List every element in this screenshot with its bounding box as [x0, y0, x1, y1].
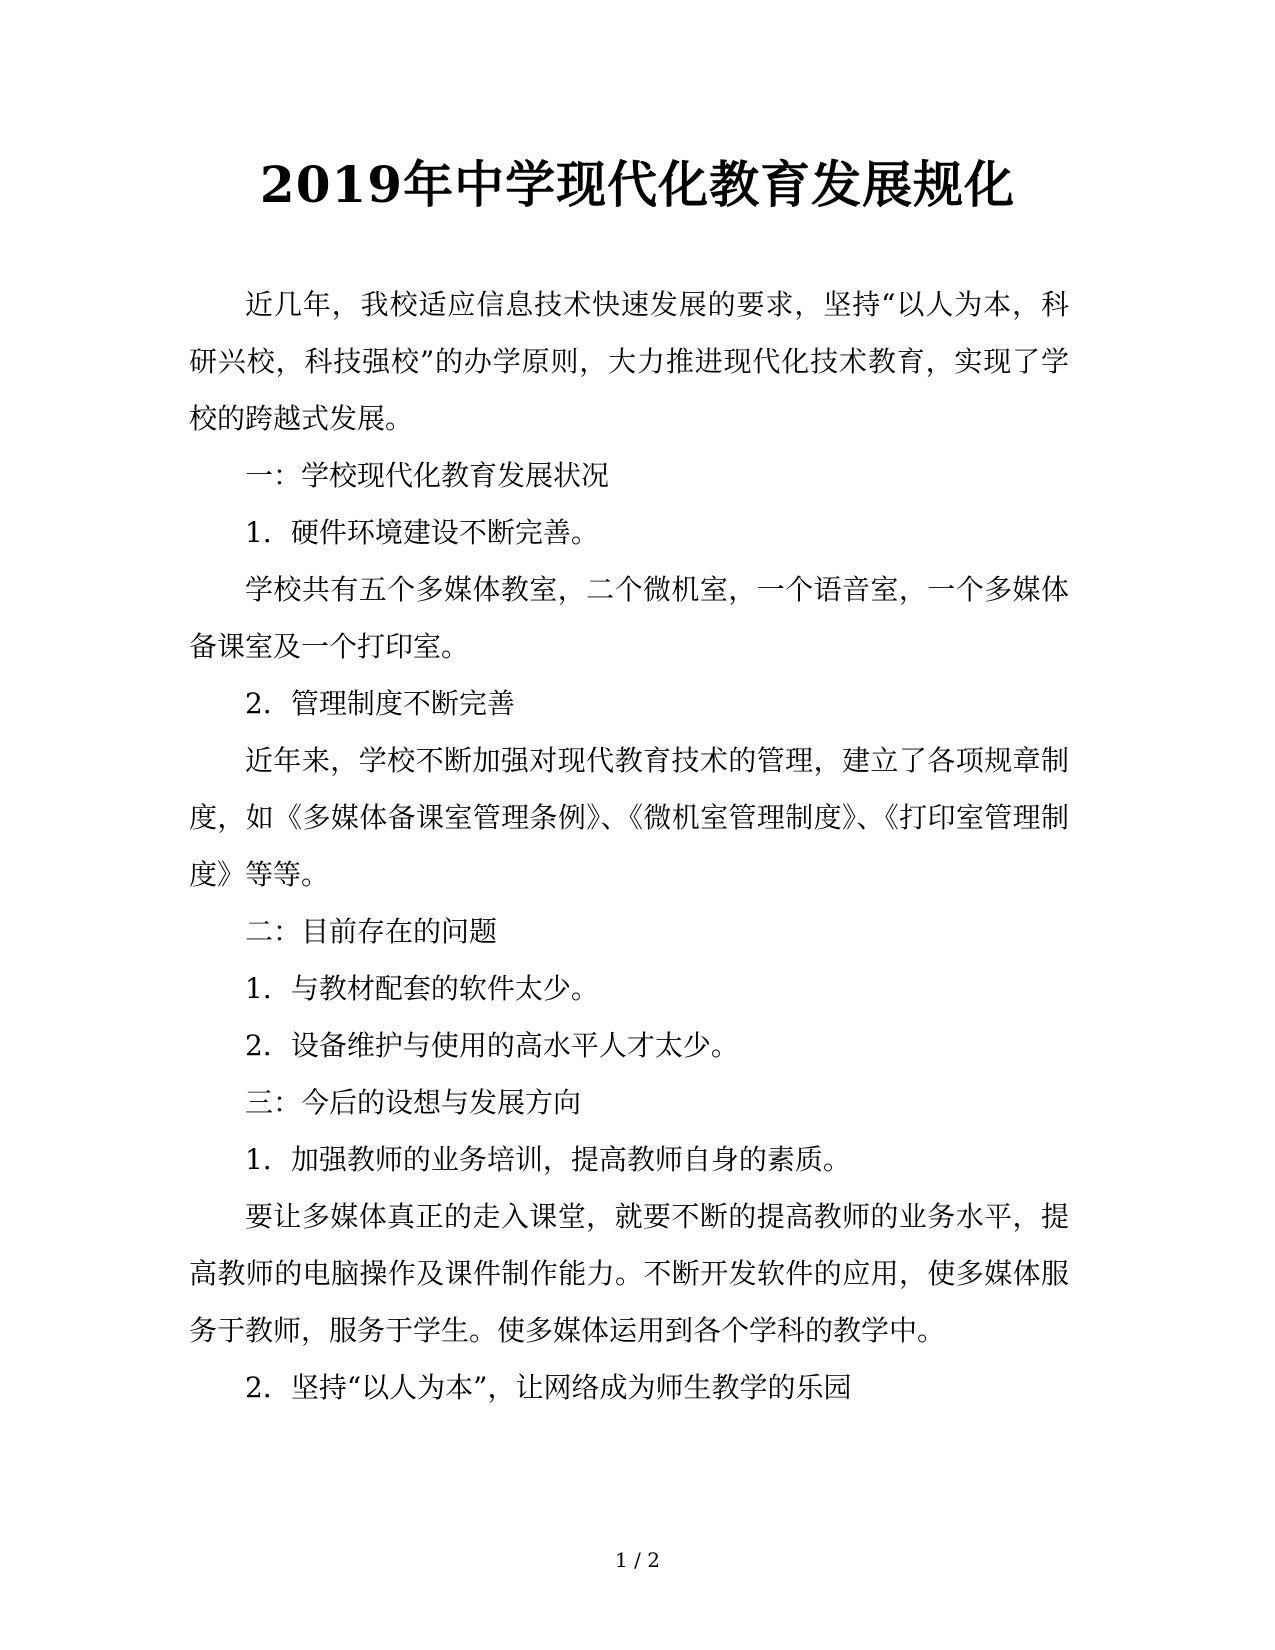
document-title: 2019年中学现代化教育发展规化: [259, 155, 1016, 214]
paragraph-management: 近年来，学校不断加强对现代教育技术的管理，建立了各项规章制度，如《多媒体备课室管理条例》、《微机室管理制度》、《打印室管理制度》等等。: [189, 744, 1069, 891]
subheading-1-2: 2．管理制度不断完善: [245, 687, 515, 720]
paragraph-intro: 近几年，我校适应信息技术快速发展的要求，坚持“以人为本，科研兴校，科技强校”的办学原则，大力推进现代化技术教育，实现了学校的跨越式发展。: [189, 288, 1069, 435]
section-heading-3: 三：今后的设想与发展方向: [245, 1086, 582, 1119]
section-heading-2: 二：目前存在的问题: [245, 915, 498, 948]
problem-item-1: 1．与教材配套的软件太少。: [245, 972, 599, 1005]
page-number: 1 / 2: [615, 1548, 660, 1572]
section-heading-1: 一：学校现代化教育发展状况: [245, 459, 610, 492]
paragraph-training: 要让多媒体真正的走入课堂，就要不断的提高教师的业务水平，提高教师的电脑操作及课件制作能力。不断开发软件的应用，使多媒体服务于教师，服务于学生。使多媒体运用到各个学科的教学中。: [189, 1200, 1069, 1347]
paragraph-facilities: 学校共有五个多媒体教室，二个微机室，一个语音室，一个多媒体备课室及一个打印室。: [189, 573, 1069, 663]
document-body: [189, 276, 1069, 1416]
problem-item-2: 2．设备维护与使用的高水平人才太少。: [245, 1029, 739, 1062]
subheading-3-2: 2．坚持“以人为本”，让网络成为师生教学的乐园: [245, 1371, 852, 1404]
subheading-1-1: 1．硬件环境建设不断完善。: [245, 516, 599, 549]
subheading-3-1: 1．加强教师的业务培训，提高教师自身的素质。: [245, 1143, 851, 1176]
